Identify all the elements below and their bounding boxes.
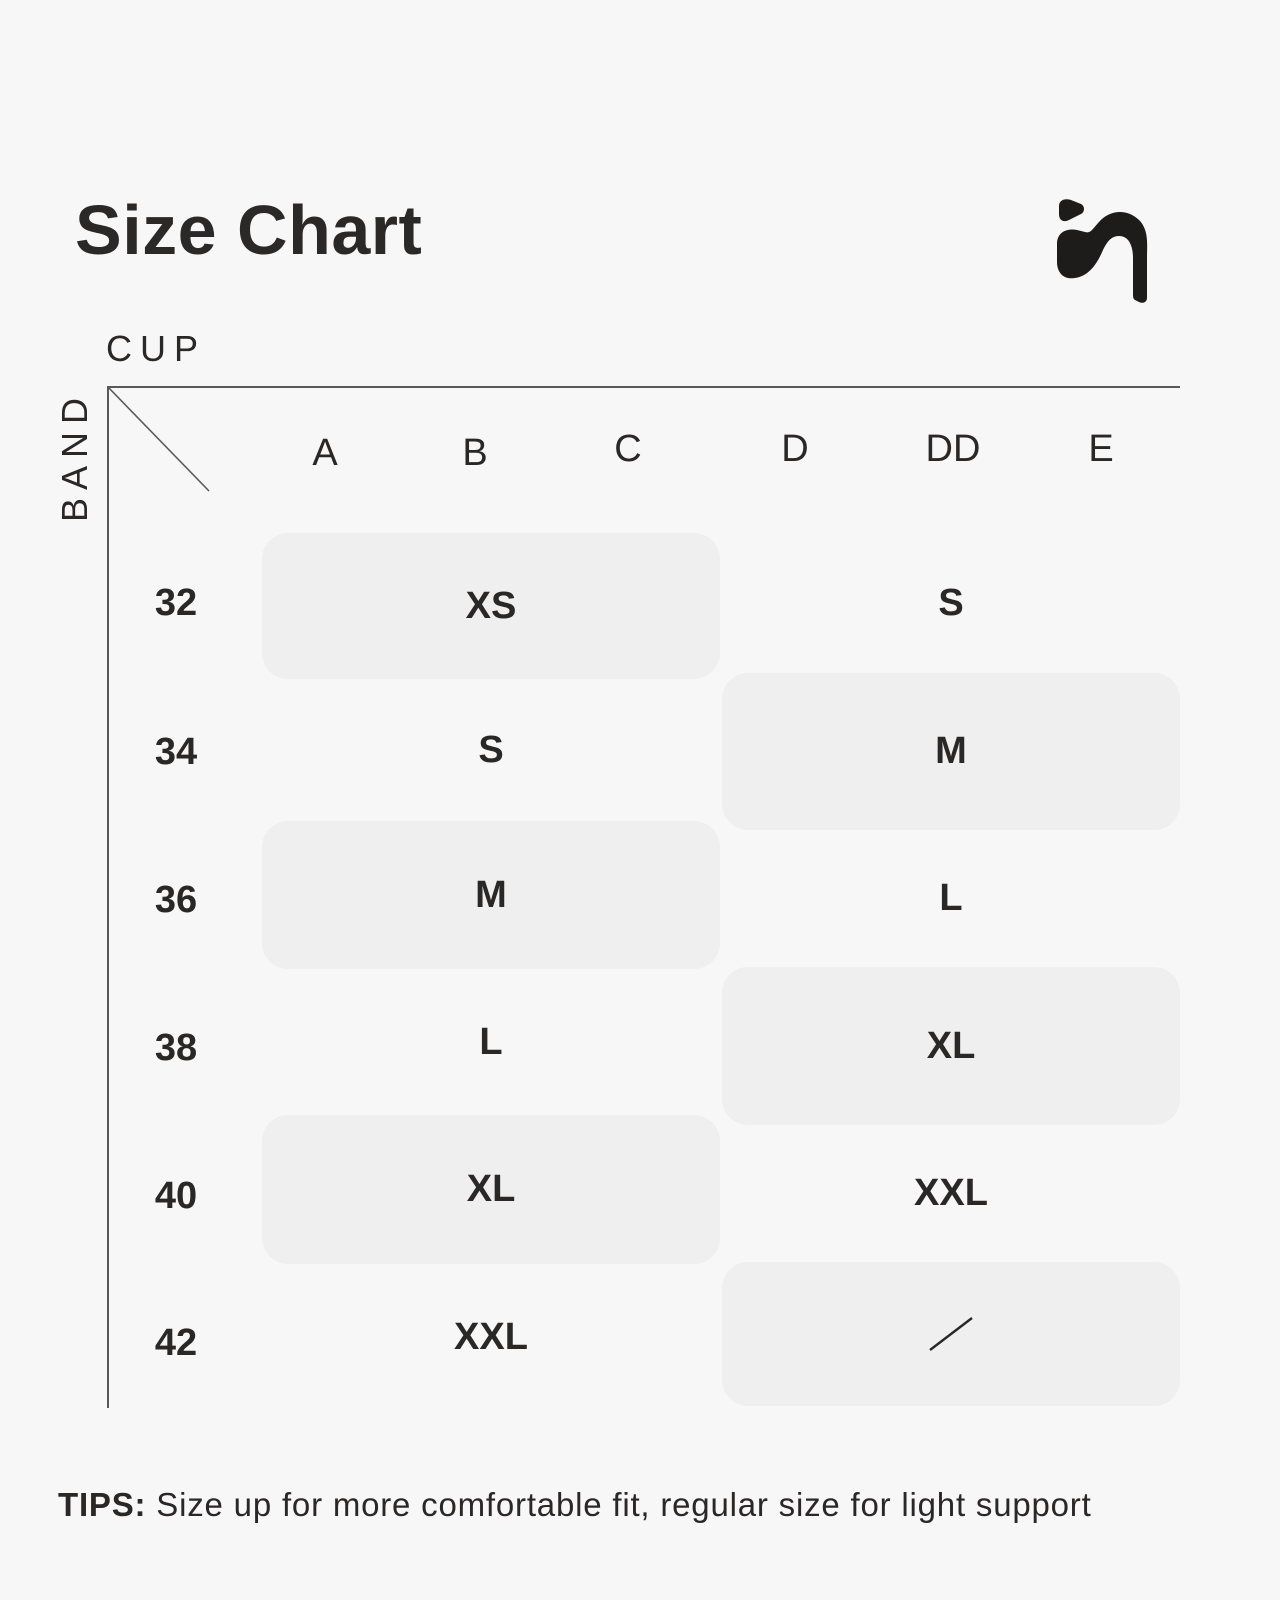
size-cell-32-a-c: XS: [262, 533, 720, 679]
size-cell-38-a-c: L: [479, 1020, 503, 1063]
cup-header-b: B: [462, 432, 488, 474]
size-cell-40-a-c: XL: [262, 1115, 720, 1264]
horizontal-axis-line: [107, 386, 1180, 388]
cup-header-d: D: [781, 428, 809, 470]
cup-header-a: A: [312, 432, 338, 474]
cup-header-c: C: [614, 428, 642, 470]
brand-logo-icon: [1055, 198, 1151, 304]
band-row-32: 32: [154, 582, 198, 624]
band-row-40: 40: [154, 1175, 198, 1217]
size-cell-42-d-e: [722, 1262, 1180, 1406]
size-cell-42-a-c: XXL: [454, 1315, 528, 1358]
size-cell-34-d-e: M: [722, 673, 1180, 830]
band-row-38: 38: [154, 1027, 198, 1069]
band-row-42: 42: [154, 1322, 198, 1364]
size-cell-38-d-e: XL: [722, 967, 1180, 1125]
corner-diagonal-line: [107, 386, 217, 496]
band-row-34: 34: [154, 731, 198, 773]
size-cell-34-a-c: S: [478, 728, 504, 771]
band-axis-label: BAND: [54, 389, 95, 522]
band-row-36: 36: [154, 879, 198, 921]
not-available-slash-icon: [926, 1314, 976, 1354]
vertical-axis-line: [107, 386, 109, 1408]
cup-header-e: E: [1088, 428, 1114, 470]
size-cell-40-d-e: XXL: [914, 1172, 988, 1214]
tips-text: [58, 1486, 1092, 1524]
tips-key: TIPS:: [58, 1486, 147, 1523]
size-cell-36-a-c: M: [262, 821, 720, 969]
size-cell-36-d-e: L: [939, 877, 963, 919]
tips-body: Size up for more comfortable fit, regular size for light support: [146, 1486, 1092, 1523]
cup-header-dd: DD: [925, 428, 981, 470]
size-cell-32-d-e: S: [938, 581, 964, 624]
cup-axis-label: CUP: [106, 328, 207, 369]
page-title: Size Chart: [75, 191, 423, 269]
